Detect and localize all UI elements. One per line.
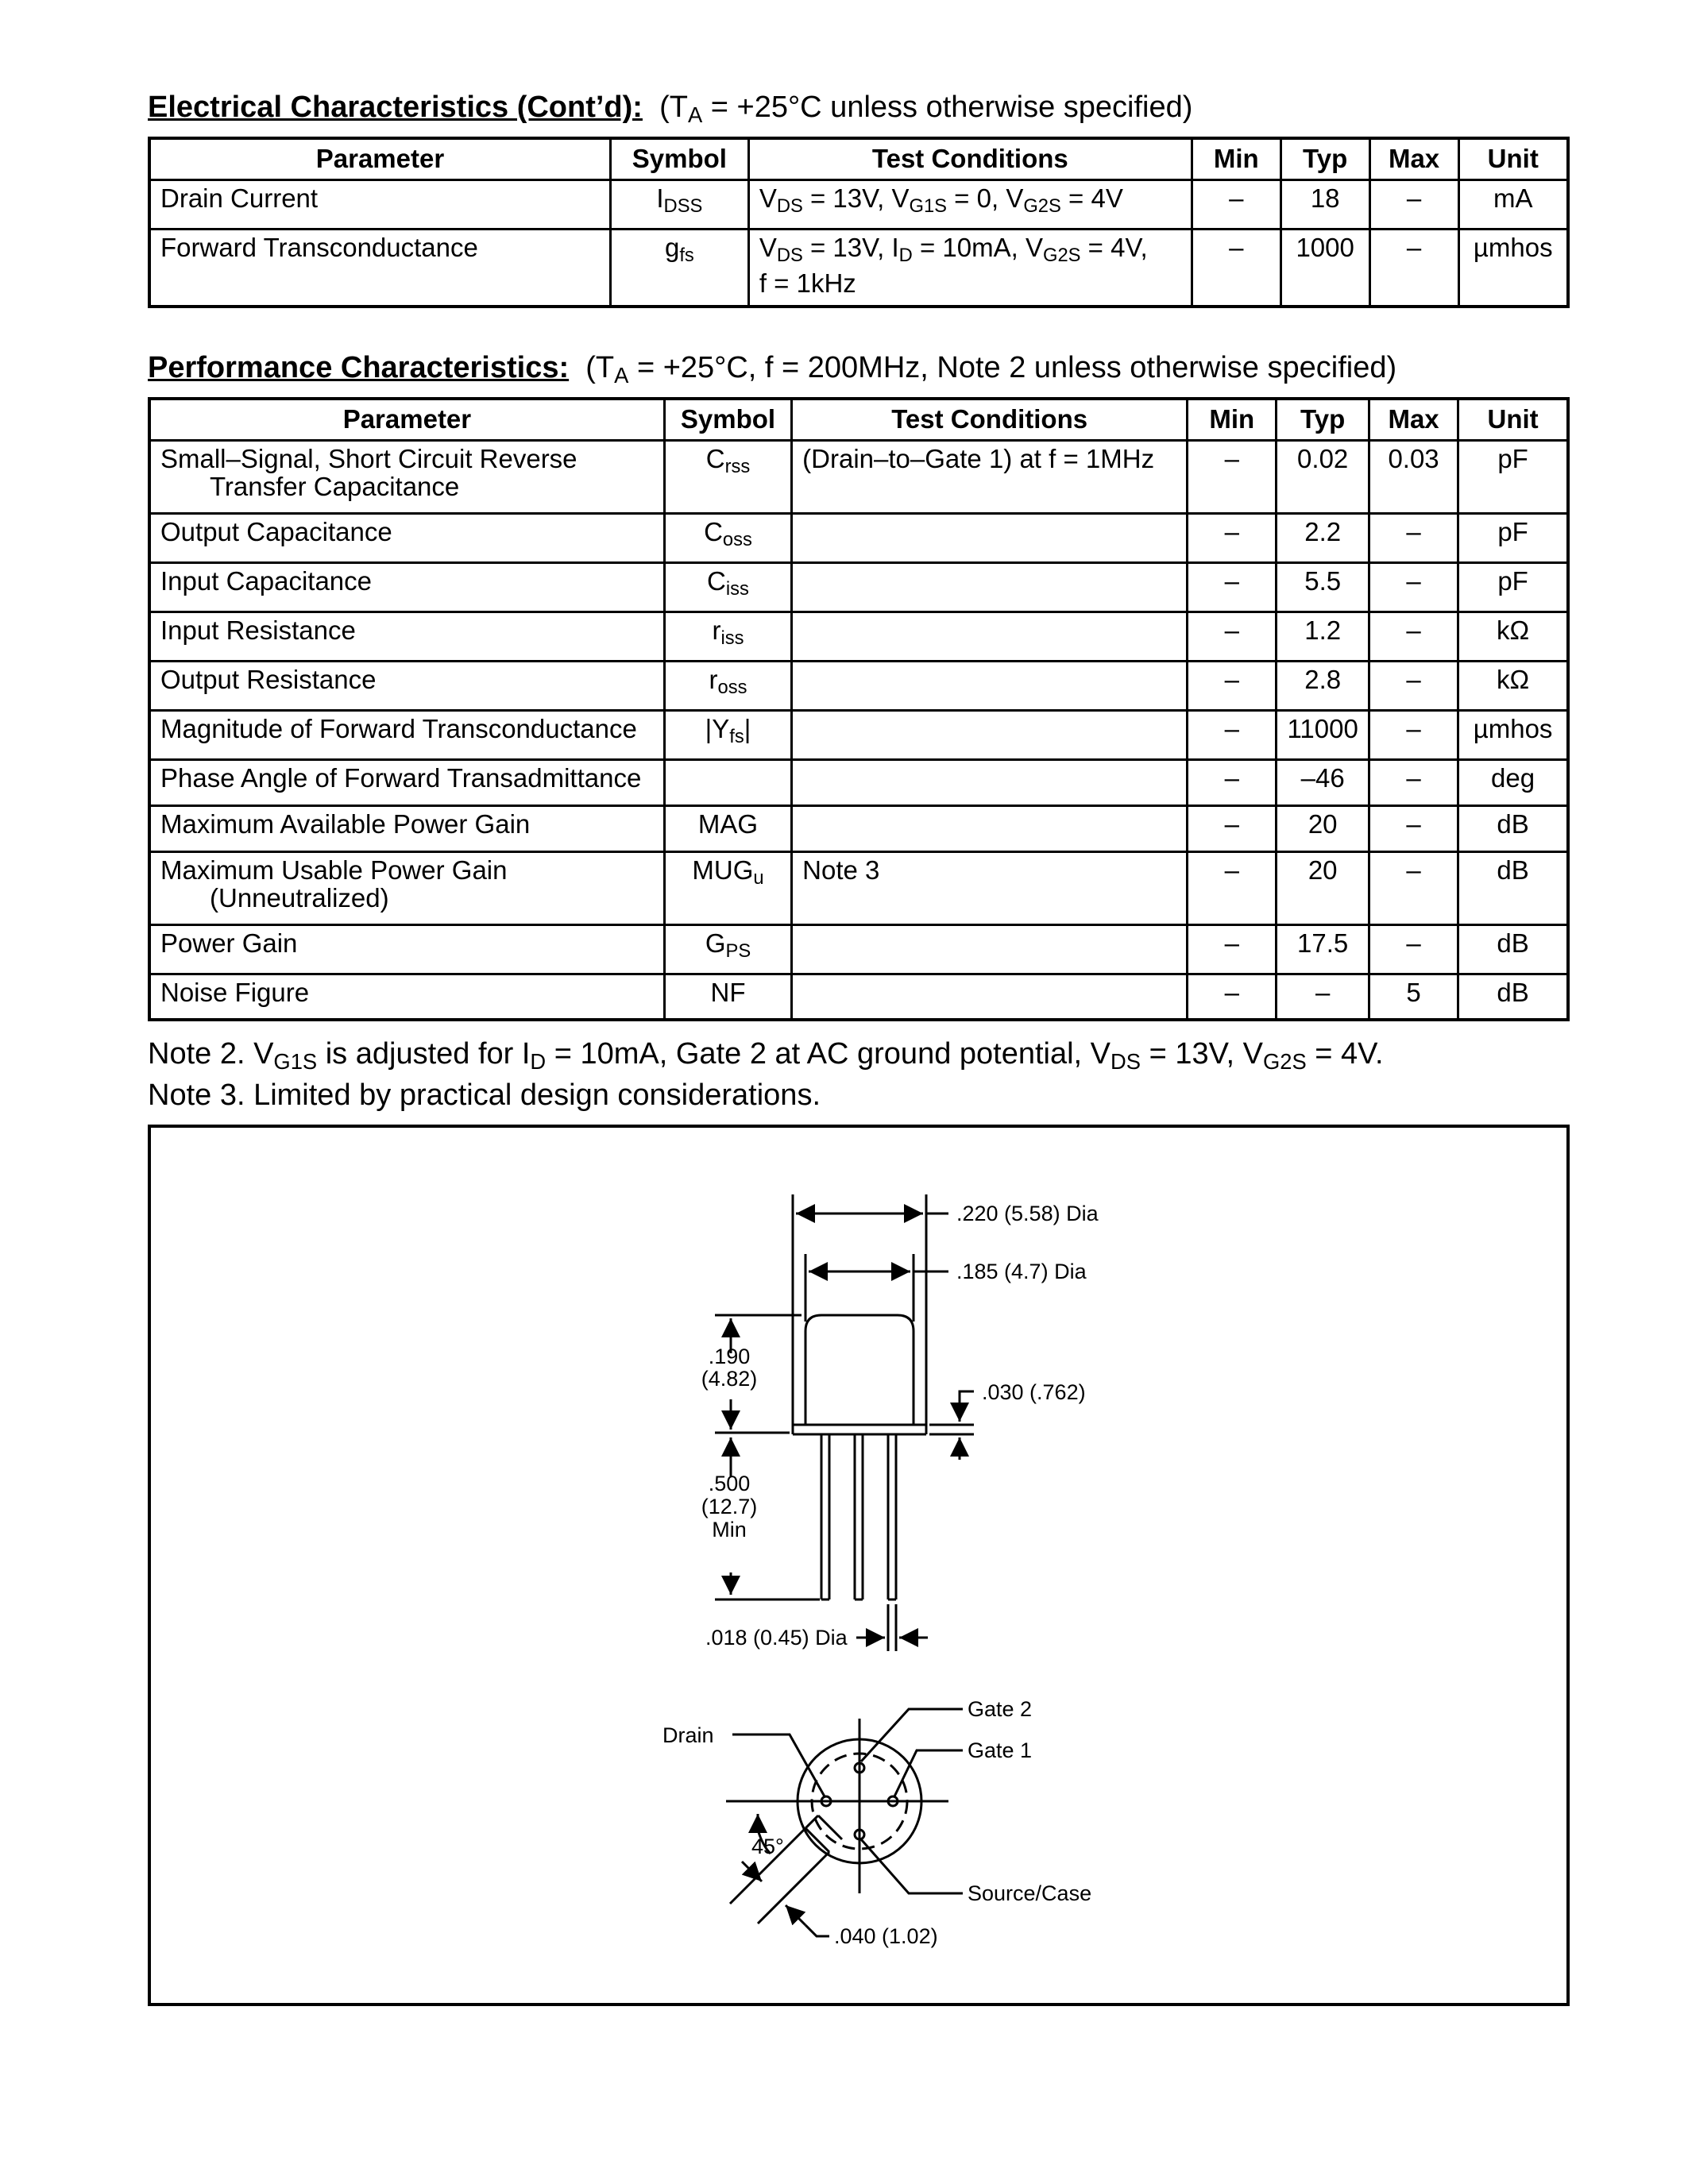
cell-max: 5	[1369, 974, 1458, 1020]
cell-max: 0.03	[1369, 441, 1458, 514]
cell-min: –	[1188, 759, 1277, 805]
table-row	[149, 180, 1568, 230]
cell-unit: kΩ	[1458, 661, 1568, 710]
cell-test-conditions: (Drain–to–Gate 1) at f = 1MHz	[792, 441, 1188, 514]
cell-test-conditions: $V_{DS} = 13V$, $I_D = 10mA$, $V_{G2S} = 4V$, f = 1kHz	[748, 229, 1192, 306]
header-max: Max	[1369, 138, 1458, 180]
cell-min: –	[1188, 562, 1277, 612]
cell-symbol: NF	[664, 974, 791, 1020]
cell-typ: 0.02	[1277, 441, 1369, 514]
dim-018-label: .018 (0.45) Dia	[705, 1626, 848, 1650]
cell-min: –	[1188, 924, 1277, 974]
cell-min: –	[1188, 851, 1277, 924]
cell-typ: 1.2	[1277, 612, 1369, 661]
cell-max: –	[1369, 759, 1458, 805]
cell-typ: –	[1277, 974, 1369, 1020]
header-unit: Unit	[1458, 138, 1568, 180]
cell-test-conditions: $V_{DS} = 13V$, $V_{G1S} = 0$, $V_{G2S} = 4V$	[748, 180, 1192, 230]
header-parameter: Parameter	[149, 138, 610, 180]
cell-symbol: $g_{fs}$	[610, 229, 748, 306]
table-row	[149, 441, 1568, 514]
cell-unit: dB	[1458, 974, 1568, 1020]
cell-min: –	[1188, 661, 1277, 710]
table-row	[149, 759, 1568, 805]
cell-parameter: Power Gain	[149, 924, 664, 974]
cell-symbol: $r_{oss}$	[664, 661, 791, 710]
header-typ: Typ	[1280, 138, 1369, 180]
cell-parameter: Input Capacitance	[149, 562, 664, 612]
drain-label: Drain	[662, 1723, 714, 1747]
cell-test-conditions	[792, 562, 1188, 612]
cell-parameter: Phase Angle of Forward Transadmittance	[149, 759, 664, 805]
dim-500-mm-label: (12.7)	[701, 1495, 758, 1518]
table-row	[149, 710, 1568, 759]
header-min: Min	[1188, 399, 1277, 441]
electrical-conditions: ($T_A = +25^\circ C$ unless otherwise specified)	[659, 91, 1193, 127]
cell-unit: dB	[1458, 805, 1568, 851]
cell-symbol: $MUG_u$	[664, 851, 791, 924]
cell-unit: dB	[1458, 924, 1568, 974]
performance-conditions: ($T_A = +25^\circ C$, f = 200MHz, Note 2 unless otherwise specified)	[585, 351, 1397, 388]
cell-min: –	[1188, 974, 1277, 1020]
electrical-heading	[148, 91, 1192, 128]
cell-typ: 1000	[1280, 229, 1369, 306]
cell-test-conditions	[792, 924, 1188, 974]
cell-symbol	[664, 759, 791, 805]
table-header-row	[149, 138, 1568, 180]
dim-220-label: .220 (5.58) Dia	[956, 1202, 1099, 1225]
header-symbol: Symbol	[610, 138, 748, 180]
cell-parameter: Small–Signal, Short Circuit Reverse Transfer Capacitance	[149, 441, 664, 514]
table-row	[149, 661, 1568, 710]
angle-label: 45°	[751, 1835, 784, 1858]
cell-parameter: Forward Transconductance	[149, 229, 610, 306]
dim-185-label: .185 (4.7) Dia	[956, 1260, 1087, 1283]
table-row	[149, 229, 1568, 306]
cell-parameter: Magnitude of Forward Transconductance	[149, 710, 664, 759]
note-3: Note 3. Limited by practical design considerations.	[148, 1078, 821, 1112]
cell-typ: 20	[1277, 851, 1369, 924]
table-row	[149, 514, 1568, 563]
cell-min: –	[1192, 229, 1280, 306]
cell-test-conditions	[792, 759, 1188, 805]
cell-parameter: Maximum Usable Power Gain (Unneutralized)	[149, 851, 664, 924]
cell-max: –	[1369, 661, 1458, 710]
note-2: Note 2. $V_{G1S}$ is adjusted for $I_D = 10mA$, Gate 2 at AC ground potential, $V_{DS} = 13V$, $V_{G2S} = 4V$.	[148, 1037, 1384, 1074]
cell-max: –	[1369, 851, 1458, 924]
table-row	[149, 924, 1568, 974]
cell-unit: dB	[1458, 851, 1568, 924]
table-row	[149, 805, 1568, 851]
cell-test-conditions	[792, 612, 1188, 661]
cell-min: –	[1188, 514, 1277, 563]
dim-190-label: .190	[708, 1345, 751, 1368]
table-header-row	[149, 399, 1568, 441]
cell-parameter: Drain Current	[149, 180, 610, 230]
header-test-conditions: Test Conditions	[748, 138, 1192, 180]
cell-symbol: $C_{iss}$	[664, 562, 791, 612]
performance-heading	[148, 351, 1396, 388]
header-symbol: Symbol	[664, 399, 791, 441]
cell-typ: 5.5	[1277, 562, 1369, 612]
cell-min: –	[1192, 180, 1280, 230]
cell-test-conditions: Note 3	[792, 851, 1188, 924]
gate2-label: Gate 2	[968, 1697, 1033, 1721]
cell-test-conditions	[792, 974, 1188, 1020]
cell-parameter: Noise Figure	[149, 974, 664, 1020]
cell-parameter: Output Resistance	[149, 661, 664, 710]
header-unit: Unit	[1458, 399, 1568, 441]
cell-symbol: $G_{PS}$	[664, 924, 791, 974]
header-typ: Typ	[1277, 399, 1369, 441]
cell-typ: 11000	[1277, 710, 1369, 759]
cell-symbol: $I_{DSS}$	[610, 180, 748, 230]
header-test-conditions: Test Conditions	[792, 399, 1188, 441]
cell-unit: kΩ	[1458, 612, 1568, 661]
cell-unit: µmhos	[1458, 710, 1568, 759]
cell-symbol: $|Y_{fs}|$	[664, 710, 791, 759]
cell-typ: –46	[1277, 759, 1369, 805]
cell-max: –	[1369, 562, 1458, 612]
cell-parameter: Input Resistance	[149, 612, 664, 661]
cell-unit: µmhos	[1458, 229, 1568, 306]
dim-040-label: .040 (1.02)	[834, 1924, 938, 1948]
dim-190-mm-label: (4.82)	[701, 1367, 758, 1391]
cell-typ: 17.5	[1277, 924, 1369, 974]
cell-max: –	[1369, 805, 1458, 851]
cell-symbol: MAG	[664, 805, 791, 851]
cell-symbol: $r_{iss}$	[664, 612, 791, 661]
cell-typ: 2.8	[1277, 661, 1369, 710]
cell-typ: 20	[1277, 805, 1369, 851]
cell-max: –	[1369, 612, 1458, 661]
cell-unit: deg	[1458, 759, 1568, 805]
cell-max: –	[1369, 229, 1458, 306]
cell-typ: 2.2	[1277, 514, 1369, 563]
table-row	[149, 562, 1568, 612]
cell-symbol: $C_{rss}$	[664, 441, 791, 514]
cell-max: –	[1369, 710, 1458, 759]
cell-test-conditions	[792, 805, 1188, 851]
cell-min: –	[1188, 710, 1277, 759]
cell-test-conditions	[792, 710, 1188, 759]
header-max: Max	[1369, 399, 1458, 441]
cell-parameter: Output Capacitance	[149, 514, 664, 563]
source-case-label: Source/Case	[968, 1881, 1092, 1905]
package-outline-diagram	[151, 1128, 1566, 2003]
cell-min: –	[1188, 441, 1277, 514]
gate1-label: Gate 1	[968, 1738, 1033, 1762]
dim-030-label: .030 (.762)	[982, 1380, 1086, 1404]
electrical-table	[148, 137, 1570, 308]
cell-test-conditions	[792, 514, 1188, 563]
cell-symbol: $C_{oss}$	[664, 514, 791, 563]
package-drawing-frame	[148, 1125, 1570, 2006]
header-min: Min	[1192, 138, 1280, 180]
cell-unit: pF	[1458, 562, 1568, 612]
cell-unit: mA	[1458, 180, 1568, 230]
cell-typ: 18	[1280, 180, 1369, 230]
performance-table	[148, 397, 1570, 1021]
header-parameter: Parameter	[149, 399, 664, 441]
cell-test-conditions	[792, 661, 1188, 710]
dim-500-min-label: Min	[712, 1518, 747, 1542]
cell-max: –	[1369, 924, 1458, 974]
cell-max: –	[1369, 514, 1458, 563]
cell-max: –	[1369, 180, 1458, 230]
cell-unit: pF	[1458, 514, 1568, 563]
cell-parameter: Maximum Available Power Gain	[149, 805, 664, 851]
electrical-title: Electrical Characteristics (Cont’d):	[148, 91, 643, 124]
dim-500-label: .500	[708, 1472, 751, 1495]
table-row	[149, 612, 1568, 661]
cell-unit: pF	[1458, 441, 1568, 514]
table-row	[149, 974, 1568, 1020]
cell-min: –	[1188, 612, 1277, 661]
cell-min: –	[1188, 805, 1277, 851]
performance-title: Performance Characteristics:	[148, 351, 570, 384]
table-row	[149, 851, 1568, 924]
